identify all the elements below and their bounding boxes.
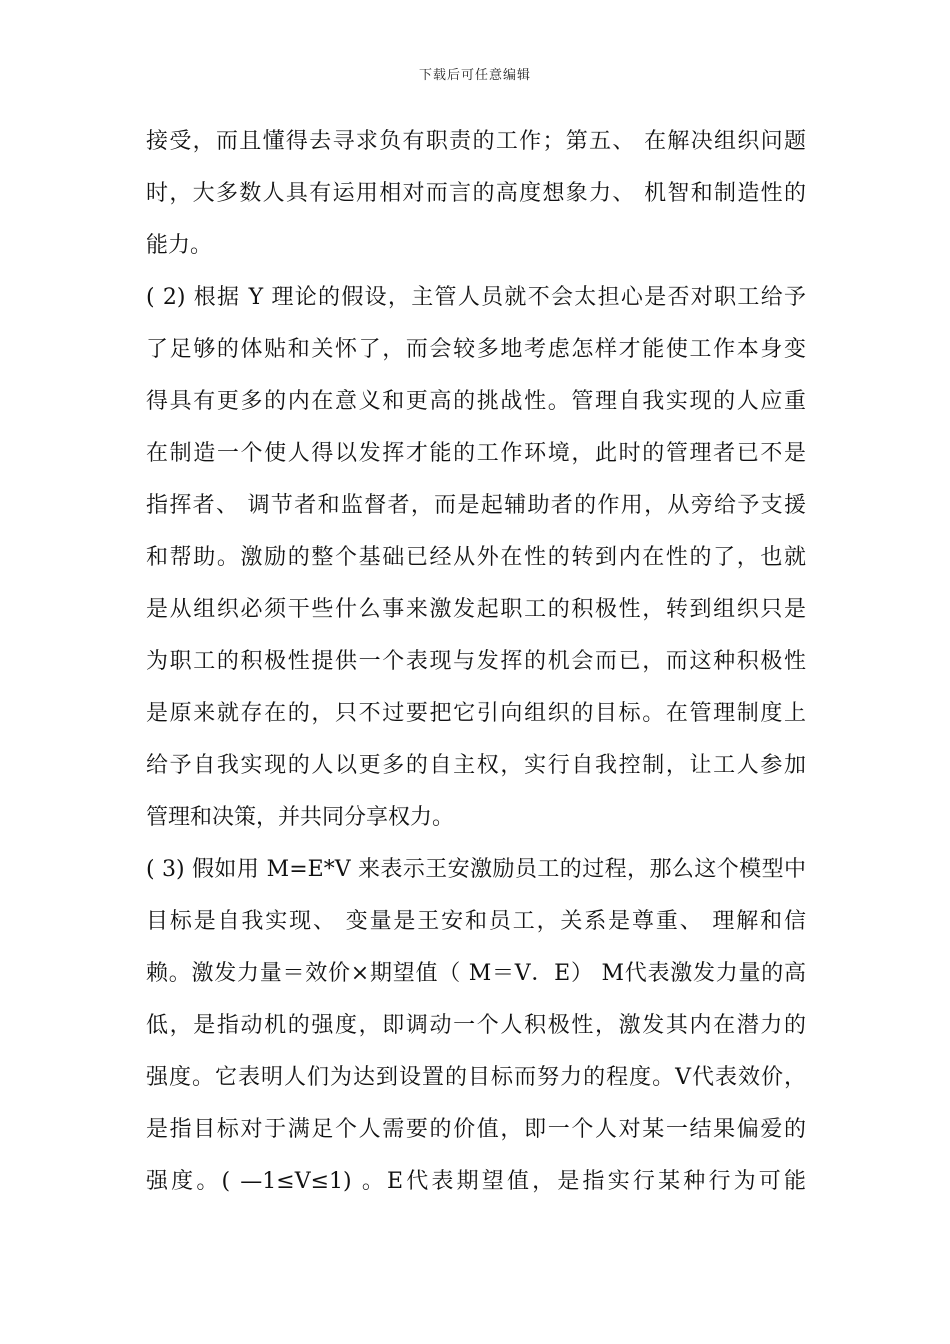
- text-line: ( 3) 假如用 M=E*V 来表示王安激励员工的过程，那么这个模型中: [146, 857, 806, 882]
- document-body: [146, 116, 806, 1208]
- text-line: 接受，而且懂得去寻求负有职责的工作；第五、 在解决组织问题: [146, 129, 806, 154]
- text-line: 能力。: [146, 233, 213, 258]
- text-line: 时，大多数人具有运用相对而言的高度想象力、 机智和制造性的: [146, 181, 806, 206]
- text-line: 管理和决策，并共同分享权力。: [146, 805, 455, 830]
- text-line: ( 2) 根据 Y 理论的假设，主管人员就不会太担心是否对职工给予: [146, 285, 806, 310]
- text-line: 目标是自我实现、 变量是王安和员工，关系是尊重、 理解和信: [146, 909, 806, 934]
- text-line: 给予自我实现的人以更多的自主权，实行自我控制，让工人参加: [146, 753, 806, 778]
- text-line: 指挥者、 调节者和监督者，而是起辅助者的作用，从旁给予支援: [146, 493, 806, 518]
- page-header: 下载后可任意编辑: [418, 68, 531, 83]
- text-line: 为职工的积极性提供一个表现与发挥的机会而已，而这种积极性: [146, 649, 806, 674]
- text-line: 了足够的体贴和关怀了，而会较多地考虑怎样才能使工作本身变: [146, 337, 806, 362]
- text-line: 是从组织必须干些什么事来激发起职工的积极性，转到组织只是: [146, 597, 806, 622]
- text-line: 在制造一个使人得以发挥才能的工作环境，此时的管理者已不是: [146, 441, 806, 466]
- text-line: 赖。激发力量＝效价×期望值（ M＝V．E） M代表激发力量的高: [146, 961, 806, 986]
- text-line: 得具有更多的内在意义和更高的挑战性。管理自我实现的人应重: [146, 389, 806, 414]
- text-line: 低，是指动机的强度，即调动一个人积极性，激发其内在潜力的: [146, 1013, 806, 1038]
- text-line: 强度。( —1≤V≤1) 。E代表期望值，是指实行某种行为可能: [146, 1169, 806, 1194]
- text-line: 是指目标对于满足个人需要的价值，即一个人对某一结果偏爱的: [146, 1117, 806, 1142]
- text-line: 是原来就存在的，只不过要把它引向组织的目标。在管理制度上: [146, 701, 806, 726]
- text-line: 强度。它表明人们为达到设置的目标而努力的程度。V代表效价，: [146, 1065, 806, 1090]
- text-line: 和帮助。激励的整个基础已经从外在性的转到内在性的了，也就: [146, 545, 806, 570]
